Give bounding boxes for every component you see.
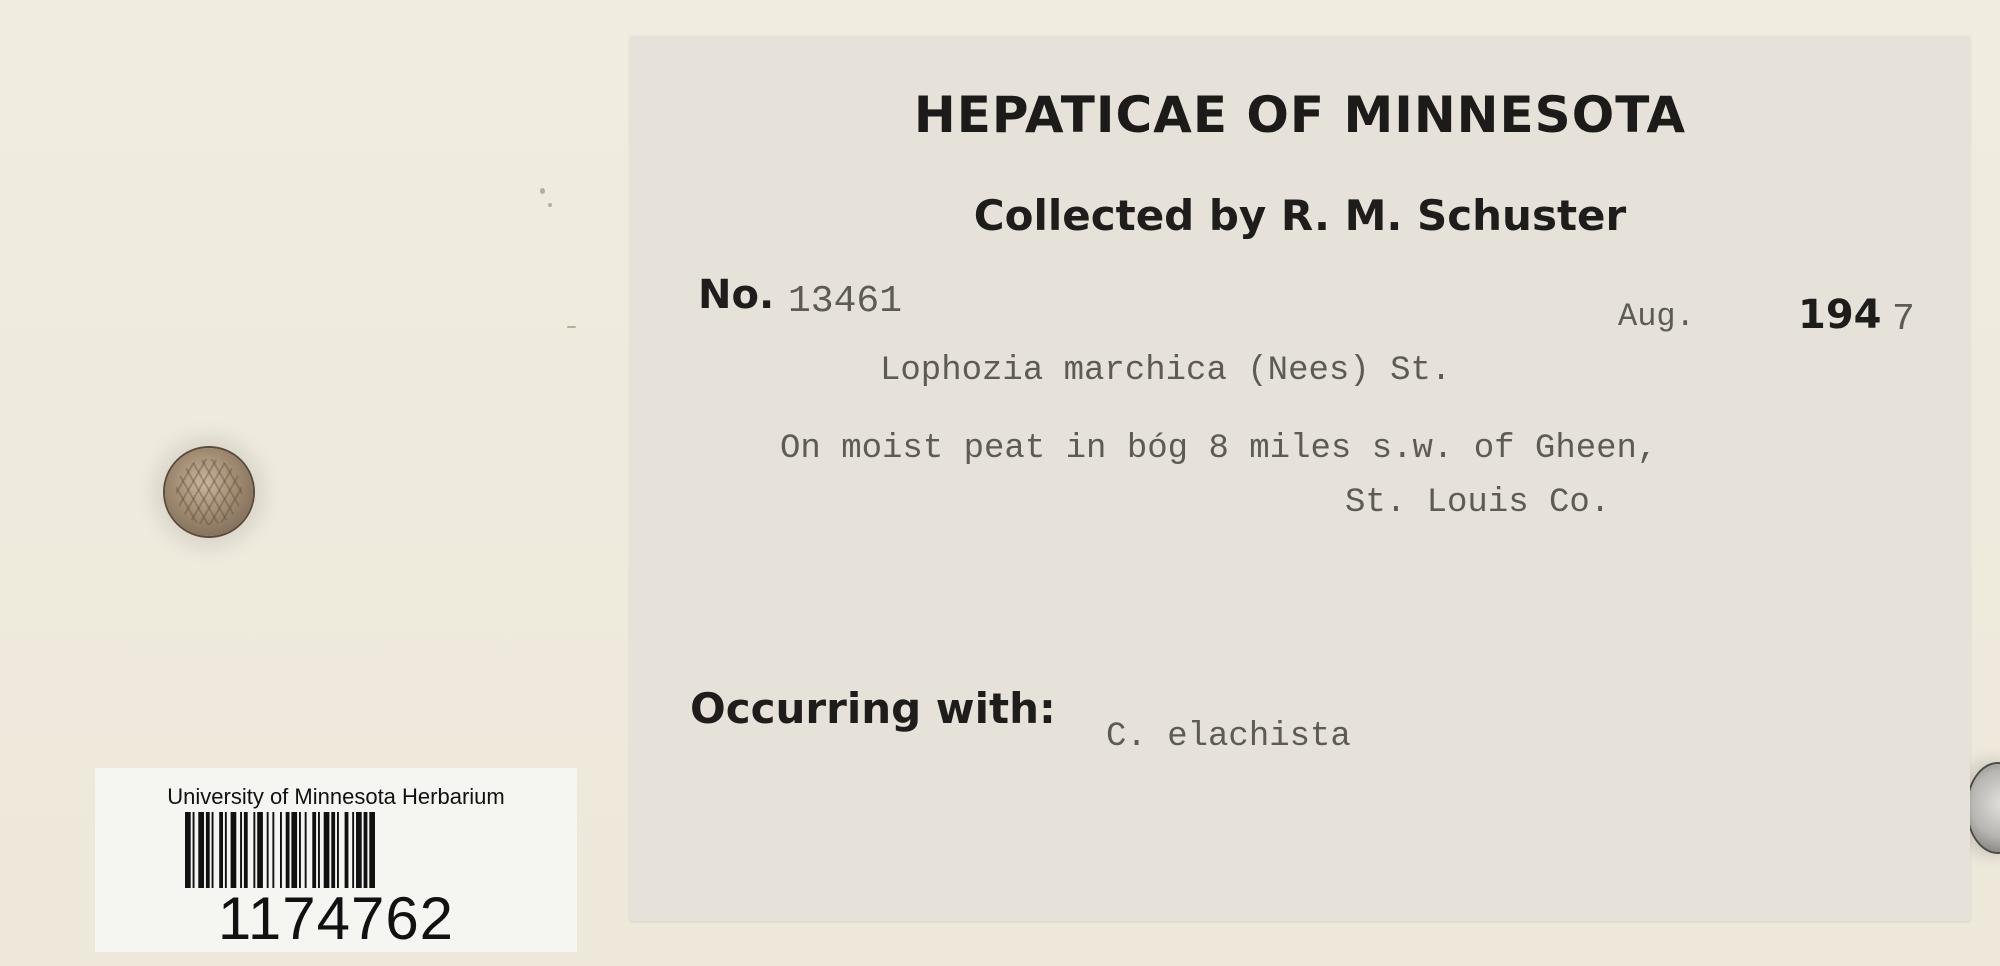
barcode-bar (331, 812, 335, 888)
barcode-bar (286, 812, 290, 888)
mounting-pin-edge (1968, 764, 2000, 852)
barcode-bar (272, 812, 274, 888)
barcode-card (95, 768, 577, 952)
barcode-bar (193, 812, 195, 888)
barcode-bar (257, 812, 263, 888)
collection-number: 13461 (788, 280, 903, 323)
barcode-bar (206, 812, 210, 888)
specimen-label (630, 36, 1970, 921)
barcode-bar (185, 812, 191, 888)
barcode-bar (324, 812, 330, 888)
barcode-bar (253, 812, 255, 888)
barcode-bar (212, 812, 214, 888)
barcode-bar (312, 812, 316, 888)
barcode-bar (318, 812, 320, 888)
herbarium-institution: University of Minnesota Herbarium (167, 784, 505, 809)
barcode-bar (369, 812, 375, 888)
barcode-image (183, 812, 483, 888)
collection-month: Aug. (1618, 298, 1695, 335)
barcode-bar (299, 812, 301, 888)
occurring-with-label: Occurring with: (690, 684, 1056, 733)
barcode-bar (352, 812, 354, 888)
barcode-bar (356, 812, 362, 888)
habitat-line-2: St. Louis Co. (1345, 484, 1611, 522)
label-title: HEPATICAE OF MINNESOTA (913, 86, 1687, 144)
collection-year-typed: 7 (1892, 298, 1915, 341)
barcode-bar (364, 812, 368, 888)
sheet-speck (548, 203, 552, 207)
habitat-line-1: On moist peat in bóg 8 miles s.w. of Gheen, (780, 430, 1658, 468)
mounting-pin (165, 448, 253, 536)
barcode-bar (280, 812, 282, 888)
collection-year-printed: 194 (1798, 292, 1882, 338)
barcode-bar (337, 812, 339, 888)
barcode-bar (267, 812, 269, 888)
barcode-number: 1174762 (217, 885, 455, 952)
number-label: No. (698, 272, 775, 318)
taxon-name: Lophozia marchica (Nees) St. (880, 352, 1452, 390)
sheet-speck (567, 326, 576, 328)
barcode-bar (244, 812, 248, 888)
barcode-bar (231, 812, 237, 888)
barcode-bar (291, 812, 297, 888)
sheet-speck (540, 188, 545, 194)
collector-line: Collected by R. M. Schuster (973, 191, 1627, 240)
barcode-bar (219, 812, 223, 888)
occurring-with-value: C. elachista (1106, 718, 1351, 756)
barcode-bar (305, 812, 307, 888)
barcode-bar (225, 812, 227, 888)
barcode-bar (198, 812, 204, 888)
barcode-bar (345, 812, 349, 888)
barcode-bar (240, 812, 242, 888)
